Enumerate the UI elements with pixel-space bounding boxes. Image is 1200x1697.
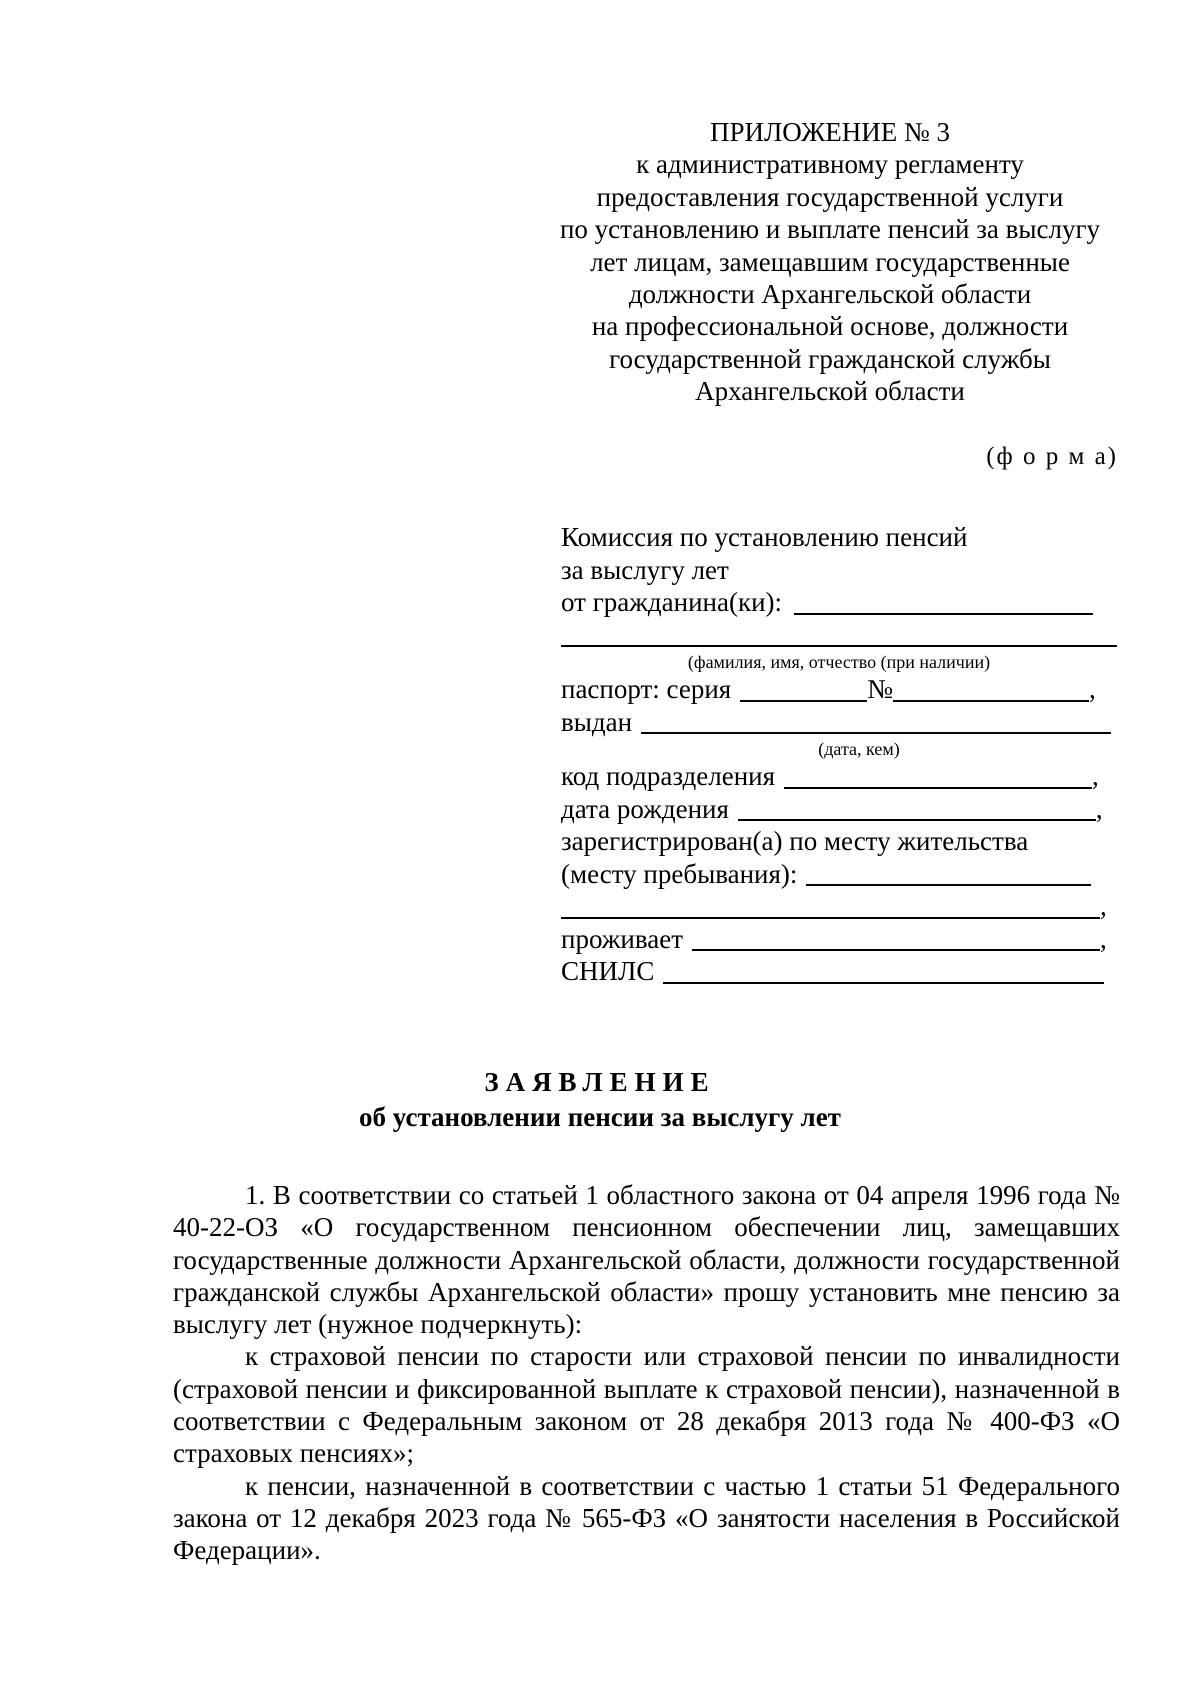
registered-label: зарегистрирован(а) по месту жительства bbox=[561, 826, 1029, 856]
comma: , bbox=[1089, 674, 1096, 704]
division-code-label: код подразделения bbox=[561, 761, 776, 791]
lives-row bbox=[561, 923, 1121, 956]
annex-header bbox=[540, 116, 1120, 408]
annex-line: Архангельской области bbox=[695, 376, 965, 407]
comma: , bbox=[1100, 923, 1107, 954]
issued-field[interactable] bbox=[641, 708, 1111, 734]
statement-title: ЗАЯВЛЕНИЕ bbox=[484, 1067, 716, 1097]
birth-date-label: дата рождения bbox=[561, 793, 729, 824]
annex-line: лет лицам, замещавшим государственные bbox=[590, 246, 1070, 277]
fio-caption: (фамилия, имя, отчество (при наличии) bbox=[687, 652, 991, 672]
snils-row bbox=[561, 955, 1121, 988]
from-citizen-label: от гражданина(ки): bbox=[561, 587, 783, 617]
commission-line-2 bbox=[561, 554, 1121, 587]
comma: , bbox=[1092, 761, 1099, 791]
division-code-field[interactable] bbox=[784, 763, 1092, 789]
body-paragraph: 1. В соответствии со статьей 1 областного закона от 04 апреля 1996 года № 40-22-ОЗ «О государственном пенсионном обеспечении лиц, замещавших государственные должности Архангельской области, должности государственной гражданской службы Архангельской области» прошу установить мне пенсию за выслугу лет (нужное подчеркнуть): bbox=[173, 1180, 1120, 1340]
snils-label: СНИЛС bbox=[561, 956, 655, 986]
passport-series-field[interactable] bbox=[740, 676, 867, 702]
stay-row bbox=[561, 858, 1121, 891]
commission-text: Комиссия по установлению пенсий bbox=[561, 522, 968, 552]
issued-row bbox=[561, 706, 1121, 739]
birth-date-field[interactable] bbox=[738, 795, 1096, 821]
registered-row bbox=[561, 825, 1121, 858]
lives-label: проживает bbox=[561, 923, 684, 954]
fio-field[interactable] bbox=[561, 621, 1117, 647]
stay-label: (месту пребывания): bbox=[561, 858, 798, 889]
stay-field[interactable] bbox=[806, 860, 1091, 886]
issued-label: выдан bbox=[561, 706, 633, 737]
annex-line: государственной гражданской службы bbox=[609, 343, 1051, 374]
address-field[interactable] bbox=[561, 893, 1100, 919]
annex-line: предоставления государственной услуги bbox=[596, 181, 1064, 212]
body-paragraph: к страховой пенсии по старости или страховой пенсии по инвалидности (страховой пенсии и фиксированной выплате к страховой пенсии), назначенной в соответствии с Федеральным законом от 28 декабря 2013 года № 400-ФЗ «О страховых пенсиях»; bbox=[173, 1341, 1120, 1469]
lives-field[interactable] bbox=[692, 925, 1100, 951]
from-citizen-row bbox=[561, 586, 1121, 619]
annex-line: по установлению и выплате пенсий за выслугу bbox=[559, 214, 1101, 245]
annex-line: к административному регламенту bbox=[636, 149, 1024, 180]
commission-text: за выслугу лет bbox=[561, 554, 729, 585]
form-label: (ф о р м а) bbox=[986, 443, 1118, 470]
fio-row bbox=[561, 619, 1121, 652]
from-citizen-field[interactable] bbox=[794, 589, 1093, 615]
commission-line-1 bbox=[561, 521, 1121, 554]
issued-caption: (дата, кем) bbox=[818, 739, 900, 759]
division-code-row bbox=[561, 760, 1121, 793]
number-sign: № bbox=[867, 674, 893, 704]
comma: , bbox=[1095, 793, 1103, 824]
applicant-header bbox=[561, 521, 1121, 988]
annex-line: должности Архангельской области bbox=[628, 279, 1032, 310]
snils-field[interactable] bbox=[663, 958, 1104, 984]
statement-subtitle: об установлении пенсии за выслугу лет bbox=[359, 1102, 841, 1132]
passport-row bbox=[561, 673, 1121, 706]
passport-number-field[interactable] bbox=[893, 676, 1089, 702]
birth-date-row bbox=[561, 793, 1121, 826]
address-row bbox=[561, 890, 1121, 923]
body-paragraph: к пенсии, назначенной в соответствии с частью 1 статьи 51 Федерального закона от 12 декабря 2023 года № 565-ФЗ «О занятости населения в Российской Федерации». bbox=[173, 1470, 1120, 1566]
annex-line: ПРИЛОЖЕНИЕ № 3 bbox=[709, 117, 951, 147]
annex-line: на профессиональной основе, должности bbox=[591, 311, 1069, 342]
statement-body bbox=[173, 1179, 1120, 1567]
comma: , bbox=[1100, 891, 1107, 921]
passport-label: паспорт: серия bbox=[561, 674, 732, 704]
